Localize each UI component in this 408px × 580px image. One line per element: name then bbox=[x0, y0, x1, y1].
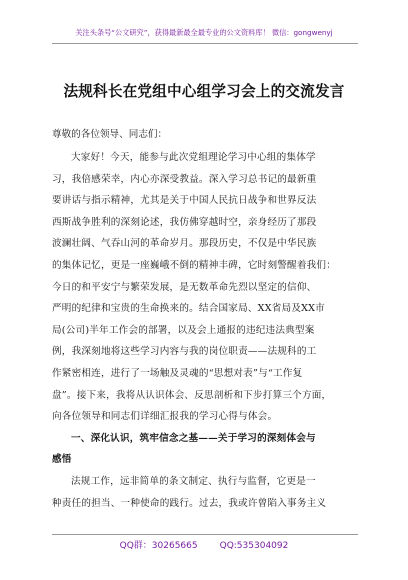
header-divider bbox=[52, 43, 358, 44]
body-line: 大家好！今天，能参与此次党组理论学习中心组的集体学 bbox=[71, 152, 316, 163]
body-line: 盘”。接下来，我将从认识体会、反思剖析和下步打算三个方面， bbox=[52, 389, 332, 401]
body-line: 种责任的担当、一种使命的践行。过去，我或许曾陷入事务主义 bbox=[52, 497, 327, 509]
body-line: 法规工作，远非简单的条文制定、执行与监督，它更是一 bbox=[71, 475, 316, 487]
body-line: 严明的纪律和宝贵的生命换来的。结合国家局、XX省局及XX市 bbox=[52, 303, 325, 315]
body-line: 西斯战争胜利的深刻论述，我仿佛穿越时空，亲身经历了那段 bbox=[52, 216, 317, 228]
body-line: 的集体记忆，更是一座巍峨不倒的精神丰碑，它时刻警醒着我们： bbox=[52, 259, 337, 271]
section-heading-continued: 感悟 bbox=[52, 454, 72, 466]
body-line: 例，我深刻地将这些学习内容与我的岗位职责——法规科的工 bbox=[52, 346, 317, 358]
body-line: 向各位领导和同志们详细汇报我的学习心得与体会。 bbox=[52, 411, 278, 423]
body-line: 今日的和平安宁与繁荣发展，是无数革命先烈以坚定的信仰、 bbox=[52, 281, 317, 293]
body-line: 要讲话与指示精神，尤其是关于中国人民抗日战争和世界反法 bbox=[52, 195, 317, 207]
body-text bbox=[52, 147, 358, 514]
footer bbox=[0, 538, 408, 551]
footer-qq-group: QQ群：30265665 bbox=[119, 541, 198, 551]
body-line: 习，我倍感荣幸，内心亦深受教益。深入学习总书记的最新重 bbox=[52, 173, 317, 185]
header-banner: 关注头条号“公文研究”，获得最新最全最专业的公文资料库！ 微信：gongwenyj bbox=[75, 28, 333, 37]
body-line: 局(公司)半年工作会的部署，以及会上通报的违纪违法典型案 bbox=[52, 324, 315, 336]
salutation: 尊敬的各位领导、同志们： bbox=[52, 129, 168, 140]
body-line: 作紧密相连，进行了一场触及灵魂的“思想对表”与“工作复 bbox=[52, 367, 303, 379]
document-title: 法规科长在党组中心组学习会上的交流发言 bbox=[63, 83, 345, 100]
body-line: 波澜壮阔、气吞山河的革命岁月。那段历史，不仅是中华民族 bbox=[52, 238, 317, 250]
section-heading: 一、深化认识，筑牢信念之基——关于学习的深刻体会与 bbox=[71, 432, 316, 444]
footer-qq-contact: QQ:535304092 bbox=[219, 541, 289, 551]
footer-divider bbox=[52, 534, 358, 535]
